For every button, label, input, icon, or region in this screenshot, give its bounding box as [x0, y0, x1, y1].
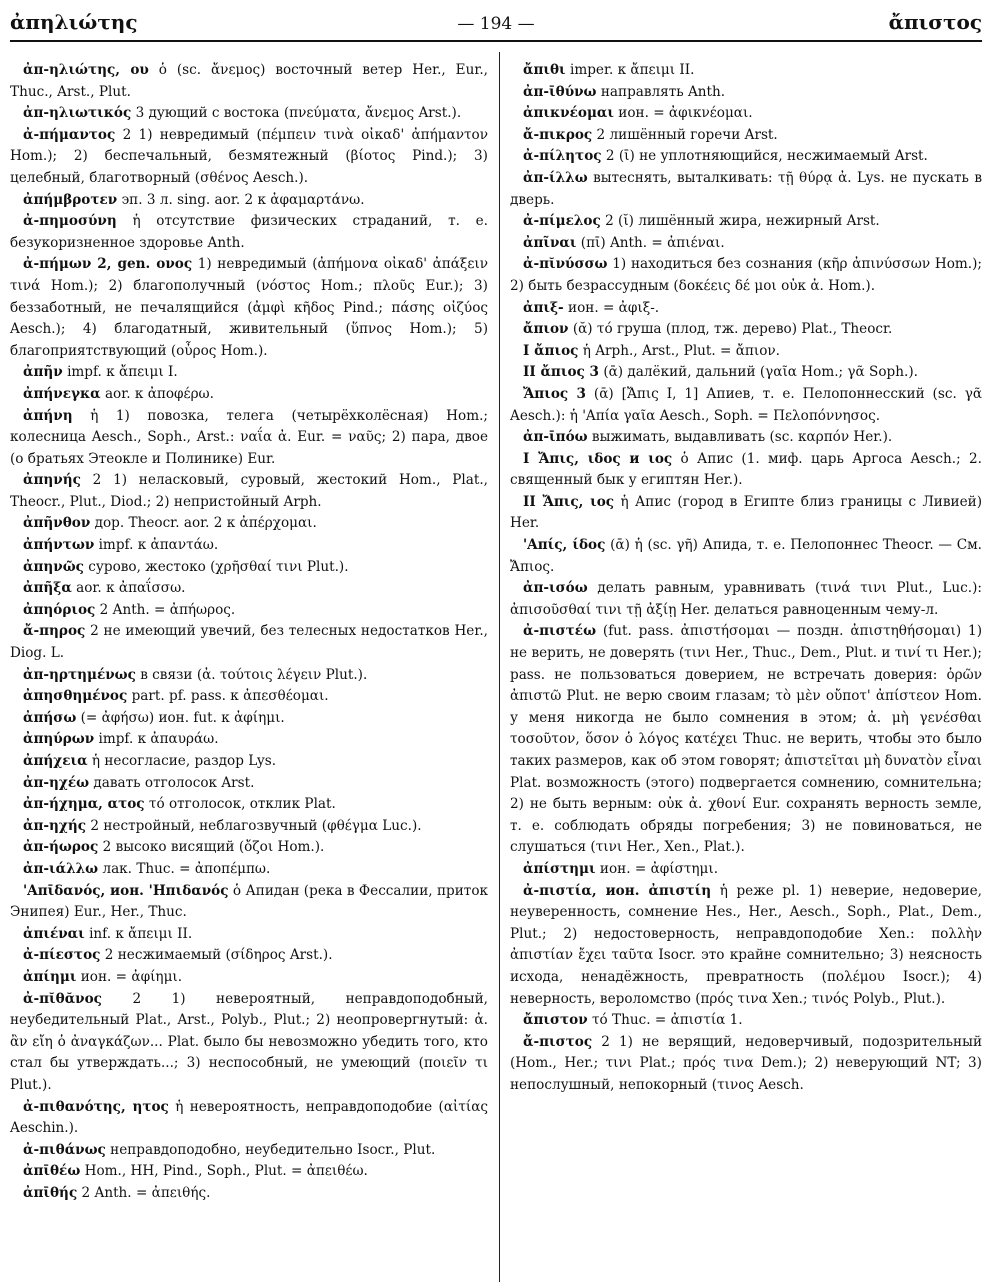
entry-headword: ἀπῆξα: [23, 580, 72, 597]
entry-headword: ἀπηόριος: [23, 601, 96, 618]
dictionary-entry: [10, 103, 488, 125]
dictionary-entry: [510, 362, 982, 384]
dictionary-entry: [510, 1010, 982, 1032]
entry-definition: вытеснять, выталкивать: τῇ θύρᾳ ἀ. Lys. не пускать в дверь.: [510, 169, 982, 208]
dictionary-entry: [510, 881, 982, 1011]
dictionary-entry: [10, 362, 488, 384]
dictionary-entry: [510, 233, 982, 255]
dictionary-entry: [10, 125, 488, 190]
entry-definition: давать отголосок Arst.: [93, 774, 255, 791]
dictionary-entry: [510, 125, 982, 147]
entry-definition: 2 Anth. = ἀπειθής.: [81, 1184, 211, 1201]
entry-headword: ἀπῑθής: [23, 1184, 78, 1201]
dictionary-entry: [10, 924, 488, 946]
dictionary-entry: [510, 60, 982, 82]
entry-definition: (ᾱ) ἡ (sc. γῆ) Апида, т. е. Пелопоннес Theocr. — См. Ἄπιος.: [510, 537, 983, 575]
entry-definition: aor. к ἀπαΐσσω.: [76, 580, 186, 597]
entry-headword: ἀ-πιστέω: [523, 623, 597, 640]
dictionary-entry: [10, 578, 488, 600]
dictionary-entry: [10, 794, 488, 816]
entry-headword: ἀ-πιστία, ион. ἀπιστίη: [523, 882, 712, 899]
dictionary-entry: [10, 1161, 488, 1183]
entry-headword: ἀπῆν: [23, 364, 63, 381]
entry-headword: ἀπ-ηρτημένως: [23, 666, 136, 683]
entry-headword: ἀπ-ῑπόω: [523, 429, 588, 446]
dictionary-entry: [10, 837, 488, 859]
entry-definition: эп. 3 л. sing. aor. 2 к ἀφαμαρτάνω.: [121, 191, 365, 208]
entry-definition: 2 Anth. = ἀπήωρος.: [99, 601, 236, 618]
entry-definition: 2 1) невредимый (πέμπειν τινὰ οἰκαδ' ἀπήμαντον Hom.); 2) беспечальный, безмятежный (βίοτος Pind.); 3) целебный, благотворный (σθένος Aesch.).: [10, 126, 488, 186]
entry-definition: в связи (ἀ. τούτοις λέγειν Plut.).: [140, 666, 368, 683]
dictionary-entry: [10, 621, 488, 664]
entry-definition: (ᾱ) [Ἄπις I, 1] Апиев, т. е. Пелопоннесский (sc. γᾶ Aesch.): ἡ 'Απία γαῖα Aesch., Soph. = Πελοπόννησος.: [510, 385, 983, 424]
entry-definition: ἡ невероятность, неправдоподобие (αἰτίας Aeschin.).: [10, 1098, 489, 1137]
dictionary-entry: [510, 319, 982, 341]
dictionary-entry: [10, 535, 488, 557]
dictionary-entry: [510, 492, 982, 535]
entry-headword: 'Απῑδανός, ион. 'Ηπιδανός: [23, 882, 229, 899]
entry-headword: ἀπῖναι: [523, 234, 577, 251]
entry-definition: ὁ Апис (1. миф. царь Аргоса Aesch.; 2. священный бык у египтян Her.).: [510, 450, 982, 489]
page-number: — 194 —: [457, 14, 535, 34]
dictionary-entry: [10, 470, 488, 513]
dictionary-entry: [10, 967, 488, 989]
entry-definition: part. pf. pass. к ἀπεσθέομαι.: [131, 688, 329, 705]
entry-headword: II ἄπιος 3: [523, 364, 599, 381]
entry-headword: ἀπήνη: [23, 407, 73, 424]
entry-headword: ἀπηύρων: [23, 731, 95, 748]
entry-headword: ἀπῑθέω: [23, 1163, 81, 1180]
entry-headword: ἀπ-ηχής: [23, 817, 87, 834]
entry-headword: ἄ-πικρος: [523, 126, 593, 143]
dictionary-entry: [510, 341, 982, 363]
entry-headword: ἀπήμβροτεν: [23, 191, 118, 208]
entry-headword: ἀ-πῐνύσσω: [523, 256, 608, 273]
entry-definition: ὁ Апидан (река в Фессалии, приток Энипея) Eur., Her., Thuc.: [10, 882, 488, 921]
entry-headword: ἀ-πίλητος: [523, 148, 602, 165]
entry-headword: ἀπ-ῑθύνω: [523, 83, 597, 100]
entry-headword: ἀπησθημένος: [23, 688, 128, 705]
entry-definition: aor. к ἀποφέρω.: [104, 385, 214, 402]
dictionary-entry: [510, 427, 982, 449]
dictionary-entry: [10, 384, 488, 406]
entry-headword: ἀπηνῶς: [23, 558, 84, 575]
entry-definition: (fut. pass. ἀπιστήσομαι — поздн. ἀπιστηθήσομαι) 1) не верить, не доверять (τινι Her., Thuc., Dem., Plut. и τινί τι Her.); pass. не пользоваться доверием, не встречать доверия: ὁρῶν ἀπιστῶ Plut. не верю своим глазам; τὸ μὲν οὔποτ' ἀπίστεον Hom. у меня никогда не было сомнения в этом; ἀ. μὴ γενέσθαι τοσοῦτον, ὅσον ὁ λόγος κατέχει Thuc. не верить, чтобы это было таких размеров, как об этом говорят; ἀπιστεῖται μὴ δυνατὸν εἶναι Plat. возможность (этого) подвергается сомнению, сомнительна; 2) не быть верным: οὐκ ἀ. χθονί Eur. сохранять верность земле, т. е. соблюдать обряды погребения; 3) не повиноваться, не слушаться (τινι Her., Xen., Plat.).: [510, 623, 983, 856]
dictionary-entry: [510, 146, 982, 168]
dictionary-entry: [10, 945, 488, 967]
entry-headword: ἄπιον: [523, 321, 569, 338]
entry-definition: impf. к ἀπαντάω.: [98, 537, 219, 554]
dictionary-entry: [510, 449, 982, 492]
entry-definition: направлять Anth.: [600, 83, 726, 100]
entry-definition: (πῑ) Anth. = ἀπιέναι.: [580, 234, 725, 251]
running-head-right: ἄπιστος: [888, 10, 982, 34]
entry-headword: ἄ-πιστος: [523, 1033, 593, 1050]
entry-definition: inf. к ἄπειμι II.: [89, 925, 193, 942]
entry-definition: (ᾰ) τό груша (плод, тж. дерево) Plat., Theocr.: [572, 321, 893, 338]
dictionary-entry: [10, 600, 488, 622]
entry-headword: ἀπιξ-: [523, 299, 564, 316]
entry-headword: I ἄπιος: [523, 342, 579, 359]
dictionary-entry: [510, 254, 982, 297]
entry-headword: ἀ-πιθανότης, ητος: [23, 1098, 169, 1115]
entry-definition: ион. = ἀφίστημι.: [599, 860, 719, 877]
entry-headword: ἀ-πήμαντος: [23, 126, 116, 143]
entry-definition: (ᾱ) далёкий, дальний (γαῖα Hom.; γᾶ Soph.).: [603, 364, 918, 381]
entry-definition: лак. Thuc. = ἀποπέμπω.: [102, 860, 271, 877]
entry-definition: 2 несжимаемый (σίδηρος Arst.).: [104, 947, 333, 964]
entry-headword: ἀ-πήμων 2, gen. ονος: [23, 256, 193, 273]
entry-headword: ἀπ-ίλλω: [523, 169, 588, 186]
entry-headword: ἀπ-ήωρος: [23, 839, 99, 856]
entry-definition: 2 не имеющий увечий, без телесных недостатков Her., Diog. L.: [10, 623, 488, 662]
entry-definition: impf. к ἀπαυράω.: [98, 731, 219, 748]
entry-definition: ἡ несогласие, раздор Lys.: [91, 753, 277, 769]
entry-definition: Hom., HH, Pind., Soph., Plut. = ἀπειθέω.: [84, 1163, 368, 1180]
entry-definition: делать равным, уравнивать (τινά τινι Plut., Luc.): ἀπισοῦσθαί τινι τῇ ἀξίῃ Her. делаться равноценным чему-л.: [510, 580, 982, 618]
left-column: [10, 60, 488, 1204]
entry-definition: 2 (ῑ) не уплотняющийся, несжимаемый Arst.: [605, 148, 928, 165]
dictionary-entry: [10, 60, 488, 103]
entry-definition: ἡ реже pl. 1) неверие, недоверие, неуверенность, сомнение Hes., Her., Aesch., Soph., Plat., Dem., Plut.; 2) недостоверность, неправдоподобие Xen.: πολλὴν ἀπιστίαν ἔχει ταῦτα Isocr. это крайне сомнительно; 3) неясность исхода, ненадёжность, превратность (πολέμου Isocr.); 4) неверность, вероломство (πρός τινα Xen.; τινός Polyb., Plut.).: [510, 882, 982, 1007]
dictionary-entry: [510, 211, 982, 233]
entry-definition: 2 1) не верящий, недоверчивый, подозрительный (Hom., Her.; τινι Plat.; πρός τινα Dem.); 2) неверующий NT; 3) непослушный, непокорный (τινος Aesch.: [510, 1033, 983, 1093]
dictionary-entry: [510, 168, 982, 211]
entry-definition: ἡ отсутствие физических страданий, т. е. безукоризненное здоровье Anth.: [10, 213, 488, 251]
entry-definition: ἡ 1) повозка, телега (четырёхколёсная) Hom.; колесница Aesch., Soph., Arst.: ναΐα ἀ. Eur. = ναῦς; 2) пара, двое (о братьях Этеокле и Полинике) Eur.: [10, 407, 488, 467]
dictionary-entry: [10, 1097, 488, 1140]
entry-definition: неправдоподобно, неубедительно Isocr., Plut.: [110, 1141, 436, 1158]
column-divider: [499, 52, 500, 1282]
dictionary-entry: [10, 729, 488, 751]
entry-headword: ἀπῆνθον: [23, 515, 91, 532]
dictionary-entry: [510, 82, 982, 104]
entry-definition: ὁ (sc. ἄνεμος) восточный ветер Her., Eur., Thuc., Arst., Plut.: [10, 62, 488, 100]
entry-headword: ἀπηνής: [23, 472, 81, 489]
entry-headword: ἀπιέναι: [23, 925, 85, 942]
dictionary-entry: [10, 773, 488, 795]
dictionary-entry: [10, 190, 488, 212]
entry-definition: ион. = ἀφιξ-.: [568, 299, 660, 316]
dictionary-entry: [510, 298, 982, 320]
dictionary-entry: [510, 384, 982, 427]
entry-definition: impf. к ἄπειμι I.: [67, 364, 178, 381]
entry-headword: ἀπήχεια: [23, 753, 88, 769]
right-column: [510, 60, 982, 1097]
entry-definition: 3 дующий с востока (πνεύματα, ἄνεμος Arst.).: [135, 105, 462, 122]
dictionary-entry: [510, 1032, 982, 1097]
dictionary-entry: [10, 859, 488, 881]
dictionary-entry: [10, 708, 488, 730]
entry-headword: ἀπ-ηλιωτικός: [23, 105, 132, 122]
entry-headword: ἀ-πῐθᾰνος: [23, 990, 102, 1007]
entry-definition: 2 1) невероятный, неправдоподобный, неубедительный Plat., Arst., Polyb., Plut.; 2) неопровергнутый: ἀ. ἂν εἴη ὁ ἀναγκάζων... Plat. было бы невозможно убедить того, кто стал бы утверждать...; 3) неспособный, не умеющий (ποιεῖν τι Plut.).: [10, 990, 488, 1093]
dictionary-entry: [510, 535, 982, 578]
dictionary-entry: [10, 406, 488, 471]
entry-definition: 2 (ῐ) лишённый жира, нежирный Arst.: [605, 213, 880, 230]
dictionary-entry: [510, 103, 982, 125]
dictionary-entry: [510, 859, 982, 881]
dictionary-entry: [10, 1183, 488, 1205]
entry-headword: ἀ-πημοσύνη: [23, 213, 117, 230]
dictionary-entry: [10, 751, 488, 773]
entry-definition: 2 нестройный, неблагозвучный (φθέγμα Luc.).: [90, 817, 422, 834]
header-rule: [10, 40, 982, 42]
entry-headword: ἀπ-ιάλλω: [23, 860, 99, 877]
entry-headword: ἀ-πίεστος: [23, 947, 101, 964]
entry-headword: ἀπ-ηλιώτης, ου: [23, 62, 149, 78]
running-head-left: ἀπηλιώτης: [10, 10, 138, 34]
entry-definition: τό отголосок, отклик Plat.: [148, 796, 336, 813]
entry-headword: ἀπίημι: [23, 968, 77, 985]
entry-headword: ἀ-πιθάνως: [23, 1141, 106, 1158]
dictionary-entry: [10, 557, 488, 579]
entry-headword: ἀπ-ηχέω: [23, 774, 90, 791]
dictionary-entry: [10, 513, 488, 535]
entry-definition: imper. к ἄπειμι II.: [569, 62, 695, 78]
entry-definition: ἡ Arph., Arst., Plut. = ἄπιον.: [582, 342, 780, 359]
entry-definition: 2 1) неласковый, суровый, жестокий Hom., Plat., Theocr., Plut., Diod.; 2) непристойный Arph.: [10, 472, 488, 510]
dictionary-entry: [10, 1140, 488, 1162]
entry-headword: ἀ-πίμελος: [523, 213, 601, 230]
entry-headword: Ἄπιος 3: [523, 385, 586, 402]
entry-definition: ἡ Апис (город в Египте близ границы с Ливией) Her.: [510, 493, 982, 532]
entry-definition: τό Thuc. = ἀπιστία 1.: [592, 1012, 743, 1029]
dictionary-entry: [10, 665, 488, 687]
entry-headword: II Ἄπις, ιος: [523, 493, 615, 510]
entry-headword: ἄ-πηρος: [23, 623, 86, 640]
entry-definition: ион. = ἀφίημι.: [80, 968, 183, 985]
entry-headword: ἀπήντων: [23, 537, 95, 554]
entry-headword: ἄπιστον: [523, 1012, 588, 1029]
entry-headword: I Ἄπις, ιδος и ιος: [523, 450, 673, 467]
entry-definition: 1) невредимый (ἀπήμονα οἰκαδ' ἀπάξειν τινά Hom.); 2) благополучный (νόστος Hom.; πλοῦς Eur.); 3) беззаботный, не печалящийся (ἀμφὶ κῆδος Pind.; πάσης οἰζύος Aesch.); 4) благодатный, живительный (ὕπνος Hom.); 5) благоприятствующий (οὖρος Hom.).: [10, 256, 489, 359]
dictionary-entry: [10, 881, 488, 924]
entry-definition: (= ἀφήσω) ион. fut. к ἀφίημι.: [80, 709, 285, 726]
entry-headword: ἀπικνέομαι: [523, 105, 614, 122]
dictionary-entry: [10, 816, 488, 838]
entry-definition: выжимать, выдавливать (sc. καρπόν Her.).: [591, 429, 893, 446]
dictionary-entry: [10, 989, 488, 1097]
entry-headword: ἀπ-ήχημα, ατος: [23, 796, 145, 813]
dictionary-entry: [10, 211, 488, 254]
entry-headword: ἀπίστημι: [523, 860, 596, 877]
entry-definition: сурово, жестоко (χρῆσθαί τινι Plut.).: [88, 558, 349, 575]
entry-definition: 2 высоко висящий (ὄζοι Hom.).: [102, 839, 325, 856]
entry-headword: ἀπήσω: [23, 709, 77, 726]
entry-headword: ἀπ-ισόω: [523, 580, 588, 597]
entry-headword: 'Απίς, ίδος: [523, 537, 606, 554]
page-header: [10, 6, 982, 40]
dictionary-entry: [510, 578, 982, 621]
entry-definition: 2 лишённый горечи Arst.: [596, 126, 778, 143]
dictionary-entry: [10, 254, 488, 362]
entry-headword: ἄπιθι: [523, 62, 566, 78]
dictionary-entry: [10, 686, 488, 708]
entry-definition: 1) находиться без сознания (κῆρ ἀπινύσσων Hom.); 2) быть безрассудным (δοκέεις δέ μοι οὐκ ἀ. Hom.).: [510, 256, 982, 294]
entry-definition: ион. = ἀφικνέομαι.: [618, 105, 753, 122]
entry-headword: ἀπήνεγκα: [23, 385, 101, 402]
dictionary-entry: [510, 621, 982, 859]
entry-definition: дор. Theocr. aor. 2 к ἀπέρχομαι.: [94, 515, 317, 532]
